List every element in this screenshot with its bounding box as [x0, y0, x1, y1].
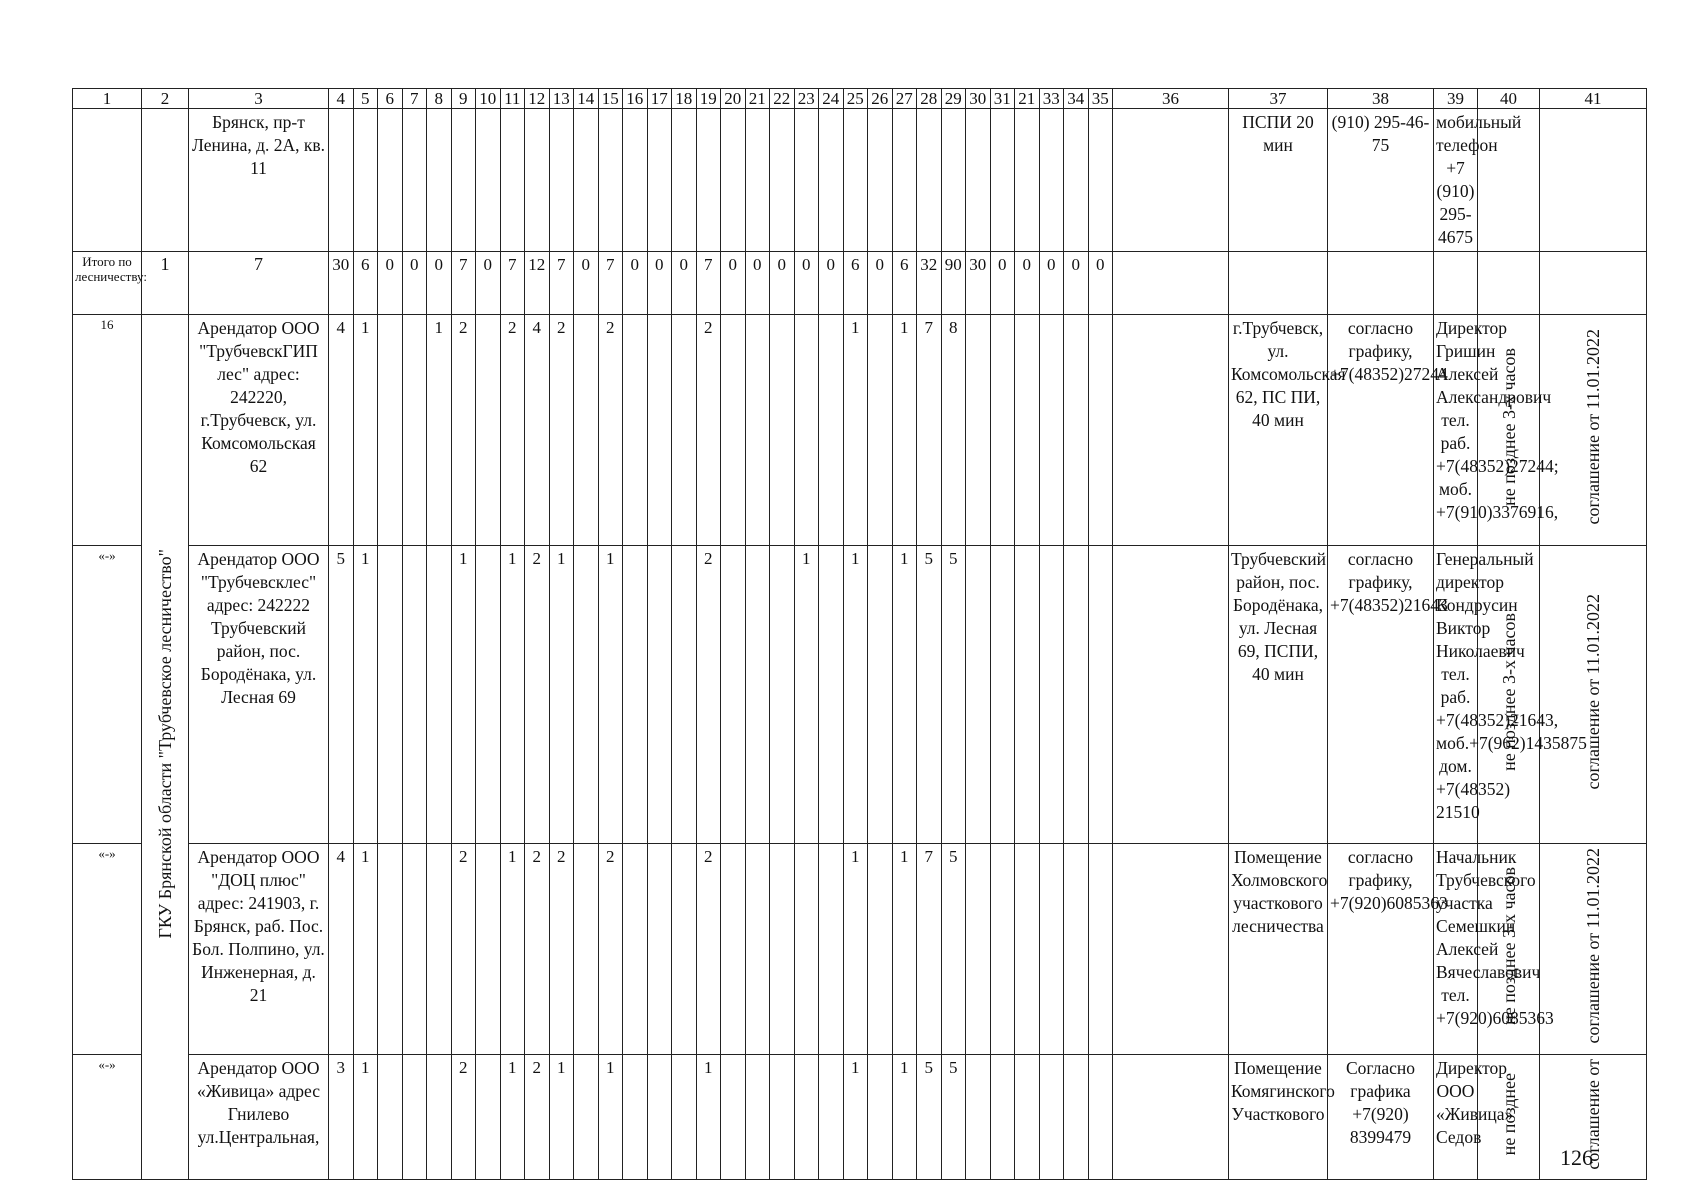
deadline-text: не позднее 3-х часов	[1498, 612, 1519, 771]
total-num-cell: 0	[1088, 252, 1113, 315]
empty-cell	[1434, 252, 1478, 315]
header-cell-17: 17	[647, 89, 672, 109]
num-cell	[1088, 1054, 1113, 1180]
table-row	[73, 315, 1647, 546]
num-cell	[770, 315, 795, 546]
empty-cell	[1113, 252, 1229, 315]
total-num-cell: 7	[549, 252, 574, 315]
header-cell-18: 18	[672, 89, 697, 109]
header-cell-21: 21	[745, 89, 770, 109]
total-num-cell: 0	[672, 252, 697, 315]
total-num-cell: 0	[378, 252, 403, 315]
num-cell: 2	[598, 844, 623, 1055]
header-cell-25: 25	[843, 89, 868, 109]
tenant-cell: Арендатор ООО "ДОЦ плюс" адрес: 241903, г. Брянск, раб. Пос. Бол. Полпино, ул. Инженерная, д. 21	[189, 844, 329, 1055]
num-cell: 1	[892, 315, 917, 546]
num-cell: 2	[525, 1054, 550, 1180]
num-cell	[647, 109, 672, 252]
num-cell	[402, 546, 427, 844]
total-num-cell: 0	[402, 252, 427, 315]
tenant-cell: Арендатор ООО "ТрубчевскГИП лес" адрес: 242220, г.Трубчевск, ул. Комсомольская 62	[189, 315, 329, 546]
header-cell-13: 13	[549, 89, 574, 109]
num-cell	[525, 109, 550, 252]
num-cell	[549, 109, 574, 252]
num-cell	[868, 844, 893, 1055]
num-cell	[1015, 1054, 1040, 1180]
total-num-cell: 0	[721, 252, 746, 315]
num-cell	[427, 1054, 452, 1180]
total-col2: 1	[142, 252, 189, 315]
header-cell-20: 20	[721, 89, 746, 109]
num-cell: 1	[598, 546, 623, 844]
header-cell-6: 6	[378, 89, 403, 109]
empty-cell	[1113, 1054, 1229, 1180]
schedule-cell: согласно графику, +7(920)6085363	[1328, 844, 1434, 1055]
num-cell: 1	[892, 1054, 917, 1180]
num-cell	[476, 844, 501, 1055]
num-cell	[990, 109, 1015, 252]
total-num-cell: 0	[1015, 252, 1040, 315]
num-cell	[427, 844, 452, 1055]
num-cell: 8	[941, 315, 966, 546]
num-cell	[402, 1054, 427, 1180]
header-cell-14: 14	[574, 89, 599, 109]
row-number-cell: 16	[73, 315, 142, 546]
total-num-cell: 7	[451, 252, 476, 315]
num-cell	[672, 109, 697, 252]
total-num-cell: 7	[500, 252, 525, 315]
agreement-cell	[1540, 546, 1647, 844]
total-label: Итого по лесничеству:	[73, 252, 142, 315]
num-cell	[1015, 546, 1040, 844]
num-cell	[574, 109, 599, 252]
header-cell-19: 19	[696, 89, 721, 109]
schedule-cell: согласно графику, +7(48352)27244	[1328, 315, 1434, 546]
num-cell: 5	[941, 1054, 966, 1180]
total-num-cell: 0	[745, 252, 770, 315]
num-cell	[623, 1054, 648, 1180]
address-cell: Брянск, пр-т Ленина, д. 2А, кв. 11	[189, 109, 329, 252]
num-cell: 1	[500, 546, 525, 844]
empty-cell	[1113, 546, 1229, 844]
total-num-cell: 0	[1064, 252, 1089, 315]
num-cell: 5	[917, 1054, 942, 1180]
num-cell	[819, 546, 844, 844]
num-cell	[476, 315, 501, 546]
num-cell	[574, 844, 599, 1055]
num-cell	[623, 546, 648, 844]
num-cell: 1	[892, 844, 917, 1055]
row-number-cell: «-»	[73, 844, 142, 1055]
num-cell	[378, 546, 403, 844]
total-num-cell: 6	[892, 252, 917, 315]
num-cell: 5	[329, 546, 354, 844]
num-cell	[1039, 1054, 1064, 1180]
num-cell	[1015, 109, 1040, 252]
num-cell	[353, 109, 378, 252]
num-cell	[427, 546, 452, 844]
num-cell	[451, 109, 476, 252]
table-row	[73, 844, 1647, 1055]
agreement-cell	[1540, 109, 1647, 252]
num-cell: 1	[500, 1054, 525, 1180]
empty-cell	[1113, 844, 1229, 1055]
header-cell-22: 22	[770, 89, 795, 109]
num-cell: 1	[843, 315, 868, 546]
page-number: 126	[1560, 1145, 1593, 1170]
contact-cell: Генеральный директор Кондрусин Виктор Николаевич тел. раб. +7(48352)21643, моб.+7(962)1435875 дом. +7(48352) 21510	[1434, 546, 1478, 844]
num-cell: 3	[329, 1054, 354, 1180]
header-cell-36: 36	[1113, 89, 1229, 109]
contact-cell: Начальник Трубчевского участка Семешкин Алексей Вячеславович тел. +7(920)6085363	[1434, 844, 1478, 1055]
num-cell	[721, 546, 746, 844]
num-cell	[794, 315, 819, 546]
num-cell: 1	[353, 1054, 378, 1180]
num-cell	[1064, 109, 1089, 252]
num-cell	[868, 1054, 893, 1180]
agreement-text: соглашение от 11.01.2022	[1583, 593, 1603, 790]
total-num-cell: 0	[427, 252, 452, 315]
num-cell: 2	[549, 315, 574, 546]
document-table	[72, 88, 1647, 1180]
total-num-cell: 0	[623, 252, 648, 315]
num-cell	[966, 546, 991, 844]
header-cell-24: 24	[819, 89, 844, 109]
location-cell: Трубчевский район, пос. Бородёнака, ул. Лесная 69, ПСПИ, 40 мин	[1229, 546, 1328, 844]
header-cell-40: 40	[1478, 89, 1540, 109]
total-num-cell: 0	[574, 252, 599, 315]
total-num-cell: 6	[843, 252, 868, 315]
num-cell	[721, 109, 746, 252]
contact-cell: Директор Гришин Алексей Александрович тел. раб. +7(48352)27244; моб. +7(910)3376916,	[1434, 315, 1478, 546]
num-cell	[329, 109, 354, 252]
num-cell: 7	[917, 315, 942, 546]
num-cell	[868, 546, 893, 844]
cell-col2	[142, 109, 189, 252]
total-num-cell: 0	[647, 252, 672, 315]
total-num-cell: 0	[476, 252, 501, 315]
header-cell-5: 5	[353, 89, 378, 109]
total-num-cell: 7	[696, 252, 721, 315]
num-cell	[745, 109, 770, 252]
num-cell	[745, 546, 770, 844]
empty-cell	[1478, 252, 1540, 315]
num-cell	[1064, 546, 1089, 844]
num-cell	[745, 315, 770, 546]
header-cell-16: 16	[623, 89, 648, 109]
num-cell	[966, 1054, 991, 1180]
num-cell	[476, 1054, 501, 1180]
num-cell	[427, 109, 452, 252]
header-cell-32: 21	[1015, 89, 1040, 109]
deadline-text: не позднее	[1498, 1072, 1519, 1155]
num-cell	[647, 1054, 672, 1180]
schedule-cell: согласно графику, +7(48352)21643	[1328, 546, 1434, 844]
header-cell-39: 39	[1434, 89, 1478, 109]
num-cell	[500, 109, 525, 252]
header-cell-28: 28	[917, 89, 942, 109]
total-num-cell: 0	[868, 252, 893, 315]
num-cell	[794, 109, 819, 252]
header-cell-12: 12	[525, 89, 550, 109]
num-cell: 1	[794, 546, 819, 844]
header-cell-23: 23	[794, 89, 819, 109]
num-cell	[1039, 546, 1064, 844]
num-cell	[819, 109, 844, 252]
header-cell-7: 7	[402, 89, 427, 109]
header-cell-10: 10	[476, 89, 501, 109]
empty-cell	[1229, 252, 1328, 315]
num-cell	[598, 109, 623, 252]
agreement-text: соглашение от 11.01.2022	[1583, 329, 1603, 525]
total-col3: 7	[189, 252, 329, 315]
total-num-cell: 0	[819, 252, 844, 315]
num-cell: 2	[549, 844, 574, 1055]
total-num-cell: 6	[353, 252, 378, 315]
table-row	[73, 546, 1647, 844]
num-cell	[966, 315, 991, 546]
num-cell	[745, 1054, 770, 1180]
num-cell	[647, 844, 672, 1055]
num-cell	[868, 315, 893, 546]
total-num-cell: 90	[941, 252, 966, 315]
num-cell: 5	[941, 844, 966, 1055]
num-cell	[647, 315, 672, 546]
num-cell	[721, 315, 746, 546]
header-cell-15: 15	[598, 89, 623, 109]
header-cell-8: 8	[427, 89, 452, 109]
header-row	[73, 89, 1647, 109]
num-cell: 1	[549, 1054, 574, 1180]
num-cell: 2	[451, 315, 476, 546]
num-cell	[574, 1054, 599, 1180]
total-num-cell: 12	[525, 252, 550, 315]
num-cell	[1064, 1054, 1089, 1180]
num-cell	[476, 109, 501, 252]
header-cell-3: 3	[189, 89, 329, 109]
num-cell	[1113, 109, 1229, 252]
num-cell	[672, 546, 697, 844]
num-cell	[770, 844, 795, 1055]
num-cell	[819, 315, 844, 546]
organization-cell	[142, 315, 189, 1180]
total-num-cell: 0	[770, 252, 795, 315]
num-cell	[990, 315, 1015, 546]
num-cell	[990, 1054, 1015, 1180]
total-num-cell: 7	[598, 252, 623, 315]
schedule-cell: Согласно графика +7(920) 8399479	[1328, 1054, 1434, 1180]
num-cell	[941, 109, 966, 252]
num-cell	[990, 546, 1015, 844]
num-cell	[1064, 315, 1089, 546]
num-cell: 1	[843, 844, 868, 1055]
num-cell: 7	[917, 844, 942, 1055]
num-cell	[1039, 315, 1064, 546]
num-cell: 1	[500, 844, 525, 1055]
header-cell-31: 31	[990, 89, 1015, 109]
num-cell	[672, 1054, 697, 1180]
num-cell	[770, 546, 795, 844]
num-cell	[1015, 844, 1040, 1055]
location-cell: Помещение Холмовского участкового лесничества	[1229, 844, 1328, 1055]
num-cell: 4	[329, 315, 354, 546]
num-cell: 2	[525, 844, 550, 1055]
total-num-cell: 30	[329, 252, 354, 315]
num-cell	[1015, 315, 1040, 546]
num-cell: 1	[353, 315, 378, 546]
header-cell-34: 34	[1064, 89, 1089, 109]
header-cell-4: 4	[329, 89, 354, 109]
num-cell	[476, 546, 501, 844]
organization-name: ГКУ Брянской области "Трубчевское лесничество"	[155, 549, 175, 939]
empty-cell	[1328, 252, 1434, 315]
header-cell-37: 37	[1229, 89, 1328, 109]
num-cell	[819, 844, 844, 1055]
num-cell	[990, 844, 1015, 1055]
header-cell-33: 33	[1039, 89, 1064, 109]
num-cell: 4	[329, 844, 354, 1055]
header-cell-9: 9	[451, 89, 476, 109]
contact-cell: мобильный телефон +7 (910) 295-4675	[1434, 109, 1478, 252]
num-cell: 1	[451, 546, 476, 844]
num-cell	[696, 109, 721, 252]
num-cell	[623, 109, 648, 252]
num-cell: 1	[892, 546, 917, 844]
num-cell: 2	[451, 844, 476, 1055]
header-cell-41: 41	[1540, 89, 1647, 109]
num-cell	[378, 844, 403, 1055]
num-cell: 2	[696, 315, 721, 546]
num-cell	[623, 315, 648, 546]
num-cell: 1	[843, 546, 868, 844]
num-cell: 1	[843, 1054, 868, 1180]
contact-cell: Директор ООО «Живица» Седов	[1434, 1054, 1478, 1180]
num-cell	[402, 315, 427, 546]
num-cell	[770, 1054, 795, 1180]
agreement-cell	[1540, 844, 1647, 1055]
num-cell	[721, 844, 746, 1055]
num-cell	[1039, 109, 1064, 252]
header-cell-35: 35	[1088, 89, 1113, 109]
header-cell-27: 27	[892, 89, 917, 109]
num-cell	[574, 546, 599, 844]
tenant-cell: Арендатор ООО "Трубчевсклес" адрес: 242222 Трубчевский район, пос. Бородёнака, ул. Лесная 69	[189, 546, 329, 844]
num-cell	[574, 315, 599, 546]
table-row	[73, 1054, 1647, 1180]
location-cell: г.Трубчевск, ул. Комсомольская 62, ПС ПИ, 40 мин	[1229, 315, 1328, 546]
num-cell: 5	[917, 546, 942, 844]
num-cell	[1039, 844, 1064, 1055]
total-num-cell: 0	[990, 252, 1015, 315]
num-cell	[794, 1054, 819, 1180]
header-cell-29: 29	[941, 89, 966, 109]
num-cell: 2	[525, 546, 550, 844]
num-cell: 4	[525, 315, 550, 546]
tenant-cell: Арендатор ООО «Живица» адрес Гнилево ул.Центральная,	[189, 1054, 329, 1180]
total-row	[73, 252, 1647, 315]
location-cell: ПСПИ 20 мин	[1229, 109, 1328, 252]
num-cell	[1088, 109, 1113, 252]
num-cell: 2	[451, 1054, 476, 1180]
num-cell	[917, 109, 942, 252]
num-cell	[843, 109, 868, 252]
num-cell: 1	[353, 546, 378, 844]
location-cell: Помещение Комягинского Участкового	[1229, 1054, 1328, 1180]
num-cell: 1	[427, 315, 452, 546]
num-cell: 2	[696, 844, 721, 1055]
num-cell	[819, 1054, 844, 1180]
num-cell	[770, 109, 795, 252]
agreement-text: соглашение от	[1583, 1058, 1603, 1170]
row-number-cell: «-»	[73, 1054, 142, 1180]
num-cell	[378, 315, 403, 546]
num-cell	[1088, 844, 1113, 1055]
num-cell	[378, 109, 403, 252]
num-cell	[402, 844, 427, 1055]
num-cell	[721, 1054, 746, 1180]
total-num-cell: 0	[1039, 252, 1064, 315]
header-cell-2: 2	[142, 89, 189, 109]
num-cell	[745, 844, 770, 1055]
num-cell: 2	[598, 315, 623, 546]
total-num-cell: 32	[917, 252, 942, 315]
num-cell: 1	[696, 1054, 721, 1180]
num-cell: 5	[941, 546, 966, 844]
num-cell	[1088, 315, 1113, 546]
row-number-cell: «-»	[73, 546, 142, 844]
schedule-cell: (910) 295-46-75	[1328, 109, 1434, 252]
num-cell: 1	[353, 844, 378, 1055]
total-num-cell: 0	[794, 252, 819, 315]
header-cell-11: 11	[500, 89, 525, 109]
header-cell-26: 26	[868, 89, 893, 109]
num-cell	[672, 315, 697, 546]
num-cell	[672, 844, 697, 1055]
deadline-text: не позднее 3-х часов	[1498, 348, 1519, 506]
header-cell-38: 38	[1328, 89, 1434, 109]
num-cell	[892, 109, 917, 252]
header-cell-1: 1	[73, 89, 142, 109]
deadline-text: не позднее 3-х часов	[1498, 866, 1519, 1025]
num-cell	[794, 844, 819, 1055]
total-num-cell: 30	[966, 252, 991, 315]
num-cell	[623, 844, 648, 1055]
num-cell: 2	[500, 315, 525, 546]
empty-cell	[1540, 252, 1647, 315]
agreement-cell	[1540, 1054, 1647, 1180]
num-cell	[378, 1054, 403, 1180]
num-cell	[1064, 844, 1089, 1055]
empty-cell	[1113, 315, 1229, 546]
num-cell	[868, 109, 893, 252]
header-cell-30: 30	[966, 89, 991, 109]
num-cell	[647, 546, 672, 844]
agreement-text: соглашение от 11.01.2022	[1583, 848, 1603, 1044]
num-cell	[1088, 546, 1113, 844]
num-cell: 1	[549, 546, 574, 844]
continuation-row	[73, 109, 1647, 252]
num-cell	[402, 109, 427, 252]
num-cell: 2	[696, 546, 721, 844]
num-cell	[966, 109, 991, 252]
cell-col1	[73, 109, 142, 252]
num-cell	[966, 844, 991, 1055]
num-cell: 1	[598, 1054, 623, 1180]
